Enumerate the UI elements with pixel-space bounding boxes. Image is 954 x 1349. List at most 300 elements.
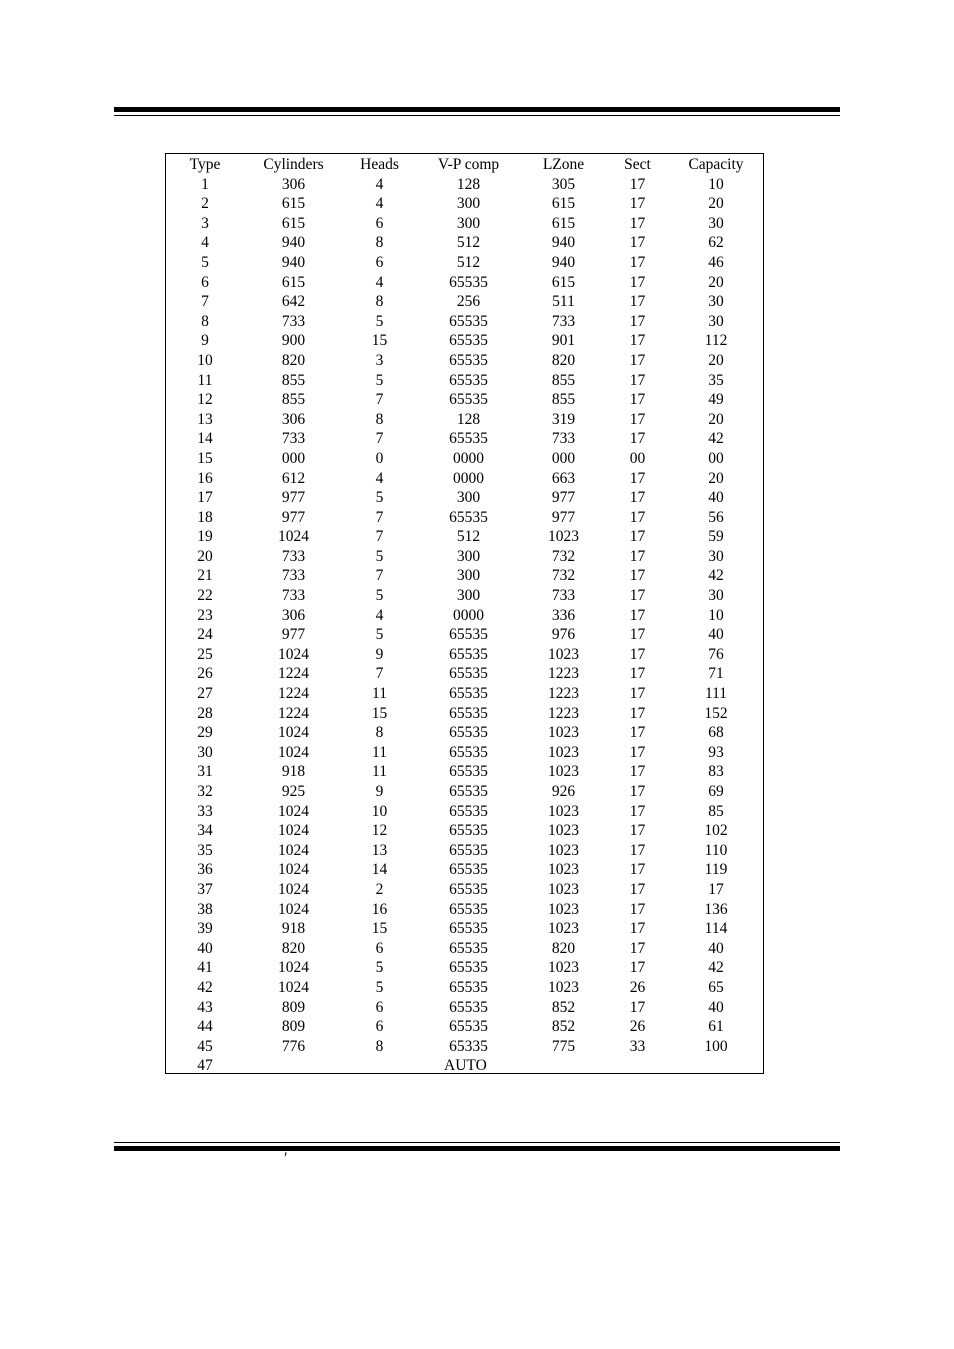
cell-type: 14	[197, 430, 213, 448]
cell-capacity: 10	[708, 175, 724, 193]
cell-capacity: 46	[708, 253, 724, 271]
cell-type: 11	[197, 371, 213, 389]
table-row	[166, 253, 763, 273]
table-row	[166, 331, 763, 351]
cell-sect: 17	[629, 920, 646, 938]
table-row	[166, 312, 763, 332]
cell-type: 9	[201, 332, 209, 350]
cell-capacity: 152	[704, 704, 728, 722]
cell-heads: 16	[371, 900, 388, 918]
cell-type: 8	[201, 312, 209, 330]
cell-heads: 5	[375, 312, 384, 330]
cell-sect: 17	[629, 998, 646, 1016]
header-lzone: LZone	[542, 156, 585, 173]
cell-capacity: 20	[708, 195, 724, 213]
cell-lzone: 855	[551, 391, 576, 409]
cell-cylinders: 1224	[278, 685, 309, 703]
cell-sect: 17	[629, 822, 646, 840]
cell-cylinders: 1024	[278, 822, 309, 840]
cell-vp-comp: 65535	[449, 391, 488, 409]
cell-type: 17	[197, 489, 213, 507]
table-row	[166, 273, 763, 293]
cell-type: 47	[197, 1057, 213, 1075]
cell-cylinders: 733	[281, 587, 306, 605]
cell-capacity: 136	[704, 900, 728, 918]
cell-lzone: 852	[551, 998, 576, 1016]
cell-cylinders: 977	[281, 508, 306, 526]
table-row	[166, 958, 763, 978]
cell-heads: 6	[375, 939, 384, 957]
cell-type: 16	[197, 469, 213, 487]
cell-sect: 17	[629, 273, 646, 291]
cell-lzone: 511	[552, 293, 575, 311]
cell-lzone: 852	[551, 1018, 576, 1036]
cell-cylinders: 000	[281, 449, 306, 467]
cell-cylinders: 900	[281, 332, 306, 350]
cell-heads: 0	[375, 449, 384, 467]
cell-capacity: 100	[704, 1037, 728, 1055]
cell-lzone: 940	[551, 234, 576, 252]
cell-cylinders: 918	[281, 763, 306, 781]
cell-vp-comp: 512	[456, 234, 481, 252]
cell-vp-comp: 65535	[449, 430, 488, 448]
cell-vp-comp: 65535	[449, 743, 488, 761]
cell-capacity: 68	[708, 724, 724, 742]
cell-lzone: 1023	[548, 900, 579, 918]
cell-lzone: 732	[551, 567, 576, 585]
cell-empty	[343, 1056, 416, 1076]
cell-heads: 7	[375, 391, 384, 409]
cell-vp-comp: 128	[456, 175, 481, 193]
cell-capacity: 20	[708, 351, 724, 369]
cell-cylinders: 977	[281, 626, 306, 644]
cell-sect: 17	[629, 587, 646, 605]
cell-sect: 17	[629, 528, 646, 546]
cell-type: 20	[197, 547, 213, 565]
cell-type: 44	[197, 1018, 213, 1036]
cell-type: 12	[197, 391, 213, 409]
cell-cylinders: 1224	[278, 665, 309, 683]
cell-cylinders: 1224	[278, 704, 309, 722]
table-row	[166, 664, 763, 684]
cell-vp-comp: 65535	[449, 508, 488, 526]
cell-vp-comp: 65535	[449, 822, 488, 840]
cell-capacity: 111	[704, 685, 728, 703]
table-row	[166, 233, 763, 253]
cell-lzone: 733	[551, 430, 576, 448]
cell-lzone: 336	[551, 606, 576, 624]
cell-heads: 7	[375, 430, 384, 448]
cell-capacity: 85	[708, 802, 724, 820]
cell-lzone: 615	[551, 273, 576, 291]
cell-type: 4	[201, 234, 209, 252]
cell-lzone: 1023	[548, 880, 579, 898]
cell-cylinders: 809	[281, 998, 306, 1016]
cell-capacity: 30	[708, 293, 724, 311]
cell-lzone: 1023	[548, 528, 579, 546]
cell-lzone: 1023	[548, 822, 579, 840]
cell-lzone: 901	[551, 332, 576, 350]
cell-sect: 17	[629, 900, 646, 918]
cell-sect: 17	[629, 214, 646, 232]
cell-lzone: 1023	[548, 861, 579, 879]
cell-capacity: 61	[708, 1018, 724, 1036]
cell-lzone: 663	[551, 469, 576, 487]
cell-lzone: 1023	[548, 763, 579, 781]
cell-vp-comp: 65535	[449, 861, 488, 879]
cell-lzone: 977	[551, 508, 576, 526]
cell-vp-comp: 0000	[453, 606, 484, 624]
cell-heads: 8	[375, 234, 384, 252]
cell-type: 38	[197, 900, 213, 918]
cell-lzone: 1023	[548, 841, 579, 859]
cell-heads: 4	[375, 273, 384, 291]
cell-cylinders: 612	[281, 469, 306, 487]
cell-type: 43	[197, 998, 213, 1016]
cell-lzone: 305	[551, 175, 576, 193]
cell-vp-comp: 300	[456, 567, 481, 585]
table-row	[166, 527, 763, 547]
table-row	[166, 978, 763, 998]
cell-capacity: 40	[708, 626, 724, 644]
cell-capacity: 10	[708, 606, 724, 624]
cell-heads: 4	[375, 469, 384, 487]
cell-vp-comp: 300	[456, 587, 481, 605]
cell-cylinders: 820	[281, 351, 306, 369]
cell-type: 29	[197, 724, 213, 742]
cell-vp-comp: 65535	[449, 724, 488, 742]
cell-heads: 7	[375, 508, 384, 526]
cell-cylinders: 1024	[278, 743, 309, 761]
table-row	[166, 762, 763, 782]
table-row	[166, 194, 763, 214]
table-row	[166, 782, 763, 802]
table-row	[166, 469, 763, 489]
cell-capacity: 00	[708, 449, 724, 467]
cell-capacity: 30	[708, 214, 724, 232]
cell-capacity: 76	[708, 645, 724, 663]
cell-heads: 13	[371, 841, 388, 859]
cell-cylinders: 1024	[278, 841, 309, 859]
cell-sect: 26	[629, 1018, 646, 1036]
cell-type: 13	[197, 410, 213, 428]
cell-empty	[606, 1056, 669, 1076]
cell-sect: 17	[629, 645, 646, 663]
cell-capacity: 40	[708, 489, 724, 507]
cell-heads: 2	[375, 880, 384, 898]
table-row	[166, 880, 763, 900]
cell-heads: 8	[375, 724, 384, 742]
table-row	[166, 998, 763, 1018]
cell-capacity: 40	[708, 998, 724, 1016]
cell-capacity: 40	[708, 939, 724, 957]
cell-vp-comp: 65535	[449, 351, 488, 369]
cell-lzone: 733	[551, 312, 576, 330]
cell-vp-comp: 0000	[453, 449, 484, 467]
cell-type: 25	[197, 645, 213, 663]
cell-sect: 17	[629, 195, 646, 213]
cell-sect: 17	[629, 665, 646, 683]
cell-capacity: 20	[708, 410, 724, 428]
cell-sect: 17	[629, 332, 646, 350]
cell-lzone: 1023	[548, 724, 579, 742]
cell-cylinders: 733	[281, 547, 306, 565]
cell-capacity: 93	[708, 743, 724, 761]
cell-type: 19	[197, 528, 213, 546]
cell-heads: 9	[375, 783, 384, 800]
header-rule-thick	[114, 107, 840, 112]
cell-lzone: 855	[551, 371, 576, 389]
cell-sect: 17	[629, 783, 646, 800]
cell-capacity: 35	[708, 371, 724, 389]
cell-type: 27	[197, 685, 213, 703]
cell-heads: 6	[375, 998, 384, 1016]
table-row	[166, 1017, 763, 1037]
cell-vp-comp: 65535	[449, 273, 488, 291]
table-row	[166, 704, 763, 724]
cell-type: 32	[197, 783, 213, 800]
cell-cylinders: 1024	[278, 959, 309, 977]
cell-heads: 15	[371, 704, 388, 722]
cell-vp-comp: 65335	[449, 1037, 488, 1055]
drive-type-table-frame	[165, 153, 764, 1074]
table-row	[166, 449, 763, 469]
cell-heads: 7	[375, 528, 384, 546]
cell-capacity: 69	[708, 783, 724, 800]
cell-sect: 33	[629, 1037, 646, 1055]
cell-heads: 11	[372, 743, 387, 761]
cell-heads: 5	[375, 978, 384, 996]
cell-sect: 17	[629, 802, 646, 820]
cell-sect: 17	[629, 959, 646, 977]
cell-sect: 17	[629, 547, 646, 565]
cell-cylinders: 855	[281, 371, 306, 389]
cell-heads: 10	[371, 802, 388, 820]
drive-type-table	[166, 155, 763, 1076]
cell-type: 28	[197, 704, 213, 722]
cell-vp-comp: 300	[456, 489, 481, 507]
cell-sect: 17	[629, 724, 646, 742]
cell-cylinders: 776	[281, 1037, 306, 1055]
cell-type: 37	[197, 880, 213, 898]
cell-lzone: 940	[551, 253, 576, 271]
cell-lzone: 615	[551, 214, 576, 232]
cell-capacity: 114	[704, 920, 728, 938]
cell-vp-comp: 65535	[449, 900, 488, 918]
cell-lzone: 1023	[548, 959, 579, 977]
cell-lzone: 1023	[548, 802, 579, 820]
table-row	[166, 645, 763, 665]
cell-lzone: 977	[551, 489, 576, 507]
cell-heads: 6	[375, 214, 384, 232]
table-row	[166, 900, 763, 920]
cell-type: 6	[201, 273, 209, 291]
table-row	[166, 566, 763, 586]
cell-capacity: 110	[704, 841, 728, 859]
table-row	[166, 939, 763, 959]
cell-capacity: 30	[708, 547, 724, 565]
cell-sect: 17	[629, 351, 646, 369]
cell-sect: 17	[629, 508, 646, 526]
cell-vp-comp: 128	[456, 410, 481, 428]
cell-cylinders: 1024	[278, 978, 309, 996]
cell-vp-comp: 65535	[449, 763, 488, 781]
cell-heads: 7	[375, 567, 384, 585]
cell-sect: 26	[629, 978, 646, 996]
cell-lzone: 732	[551, 547, 576, 565]
cell-vp-comp: 65535	[449, 939, 488, 957]
cell-heads: 5	[375, 371, 384, 389]
cell-capacity: 56	[708, 508, 724, 526]
cell-heads: 4	[375, 175, 384, 193]
cell-type: 34	[197, 822, 213, 840]
cell-lzone: 820	[551, 351, 576, 369]
cell-vp-comp: 300	[456, 547, 481, 565]
cell-cylinders: 925	[281, 783, 306, 800]
table-row	[166, 488, 763, 508]
cell-sect: 17	[629, 253, 646, 271]
cell-cylinders: 306	[281, 606, 306, 624]
cell-cylinders: 306	[281, 410, 306, 428]
cell-vp-comp: 300	[456, 195, 481, 213]
cell-vp-comp: 65535	[449, 783, 488, 800]
table-row	[166, 723, 763, 743]
cell-cylinders: 977	[281, 489, 306, 507]
cell-sect: 00	[629, 449, 646, 467]
cell-capacity: 17	[708, 880, 724, 898]
footer-rule-thin	[114, 1142, 840, 1143]
cell-lzone: 319	[551, 410, 576, 428]
cell-cylinders: 615	[281, 195, 306, 213]
cell-capacity: 49	[708, 391, 724, 409]
table-row	[166, 547, 763, 567]
cell-cylinders: 918	[281, 920, 306, 938]
header-type: Type	[189, 156, 221, 173]
cell-lzone: 1023	[548, 645, 579, 663]
cell-vp-comp: 65535	[449, 645, 488, 663]
cell-heads: 8	[375, 1037, 384, 1055]
table-row	[166, 292, 763, 312]
table-row-auto	[166, 1056, 763, 1076]
cell-vp-comp: 65535	[449, 704, 488, 722]
cell-cylinders: 1024	[278, 724, 309, 742]
cell-cylinders: 1024	[278, 802, 309, 820]
cell-type: 3	[201, 214, 209, 232]
cell-heads: 11	[372, 763, 387, 781]
table-row	[166, 429, 763, 449]
cell-type: 23	[197, 606, 213, 624]
cell-type: 33	[197, 802, 213, 820]
cell-sect: 17	[629, 234, 646, 252]
cell-cylinders: 940	[281, 253, 306, 271]
cell-vp-comp: 65535	[449, 880, 488, 898]
cell-heads: 14	[371, 861, 388, 879]
cell-vp-comp: 65535	[449, 665, 488, 683]
cell-sect: 17	[629, 567, 646, 585]
table-header-row	[166, 155, 763, 175]
cell-sect: 17	[629, 371, 646, 389]
cell-auto: AUTO	[444, 1057, 487, 1075]
cell-vp-comp: 65535	[449, 841, 488, 859]
cell-heads: 15	[371, 332, 388, 350]
cell-vp-comp: 65535	[449, 371, 488, 389]
cell-type: 35	[197, 841, 213, 859]
cell-lzone: 775	[551, 1037, 576, 1055]
cell-sect: 17	[629, 469, 646, 487]
cell-type: 39	[197, 920, 213, 938]
cell-lzone: 1223	[548, 665, 579, 683]
cell-lzone: 1023	[548, 920, 579, 938]
cell-heads: 5	[375, 547, 384, 565]
cell-sect: 17	[629, 626, 646, 644]
cell-lzone: 820	[551, 939, 576, 957]
cell-sect: 17	[629, 861, 646, 879]
cell-lzone: 733	[551, 587, 576, 605]
cell-type: 5	[201, 253, 209, 271]
cell-cylinders: 855	[281, 391, 306, 409]
cell-sect: 17	[629, 430, 646, 448]
cell-heads: 9	[375, 645, 384, 663]
cell-vp-comp: 512	[456, 528, 481, 546]
cell-vp-comp: 0000	[453, 469, 484, 487]
table-row	[166, 586, 763, 606]
cell-empty	[521, 1056, 606, 1076]
cell-heads: 4	[375, 606, 384, 624]
cell-type: 22	[197, 587, 213, 605]
cell-type: 31	[197, 763, 213, 781]
cell-capacity: 112	[704, 332, 728, 350]
table-row	[166, 606, 763, 626]
table-row	[166, 743, 763, 763]
cell-cylinders: 733	[281, 430, 306, 448]
cell-cylinders: 615	[281, 273, 306, 291]
cell-cylinders: 809	[281, 1018, 306, 1036]
cell-lzone: 976	[551, 626, 576, 644]
cell-vp-comp: 512	[456, 253, 481, 271]
cell-heads: 6	[375, 253, 384, 271]
cell-vp-comp: 65535	[449, 920, 488, 938]
cell-heads: 12	[371, 822, 388, 840]
cell-lzone: 1023	[548, 743, 579, 761]
table-row	[166, 410, 763, 430]
cell-capacity: 42	[708, 567, 724, 585]
cell-type: 2	[201, 195, 209, 213]
cell-vp-comp: 65535	[449, 626, 488, 644]
table-row	[166, 508, 763, 528]
header-heads: Heads	[360, 156, 399, 173]
cell-capacity: 59	[708, 528, 724, 546]
cell-capacity: 42	[708, 959, 724, 977]
footer-mark: ′	[284, 1150, 288, 1167]
table-row	[166, 1037, 763, 1057]
cell-type: 18	[197, 508, 213, 526]
cell-sect: 17	[629, 704, 646, 722]
header-capacity: Capacity	[688, 156, 744, 173]
cell-heads: 3	[375, 351, 384, 369]
cell-capacity: 102	[704, 822, 728, 840]
cell-sect: 17	[629, 410, 646, 428]
cell-heads: 5	[375, 489, 384, 507]
cell-cylinders: 1024	[278, 900, 309, 918]
table-row	[166, 351, 763, 371]
cell-vp-comp: 65535	[449, 1018, 488, 1036]
cell-empty	[669, 1056, 763, 1076]
cell-heads: 5	[375, 587, 384, 605]
cell-type: 15	[197, 449, 213, 467]
cell-sect: 17	[629, 743, 646, 761]
table-body	[166, 175, 763, 1057]
cell-type: 24	[197, 626, 213, 644]
